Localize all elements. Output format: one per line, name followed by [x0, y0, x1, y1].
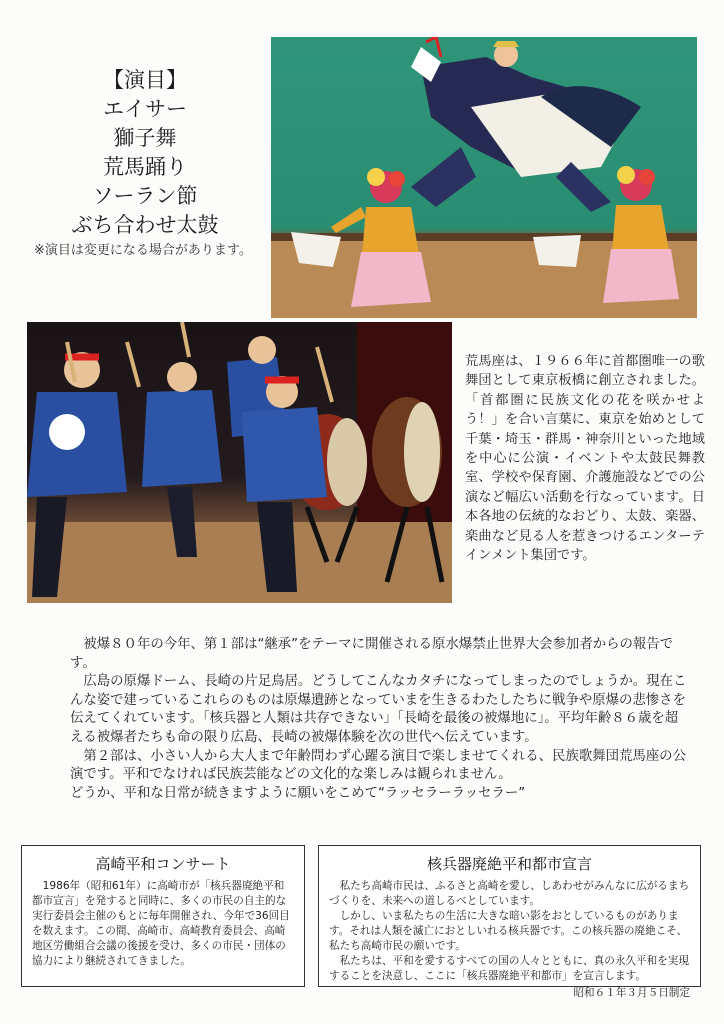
program-item-soranbushi: ソーラン節 [92, 184, 198, 208]
program-item-shishimai: 獅子舞 [113, 126, 177, 150]
araumaza-intro: 荒馬座は、１９６６年に首都圏唯一の歌舞団として東京板橋に創立されました。「首都圏に民族文化の花を咲かせよう！」を合い言葉に、東京を始めとして千葉・埼玉・群馬・神奈川といった地域を中心に公演・イベントや太鼓民舞教室、学校や保育園、介護施設などでの公演など幅広い活動を行なっています。日本各地の伝統的なおどり、太鼓、楽器、楽曲など見る人を惹きつけるエンターテインメント集団です。 [465, 354, 705, 564]
declaration-paragraph-2: しかし、いま私たちの生活に大きな暗い影をおとしているものがあります。それは人類を滅亡におとしいれる核兵器です。この核兵器の廃絶こそ、私たち高崎市民の願いです。 [329, 910, 688, 952]
declaration-box-title: 核兵器廃絶平和都市宣言 [426, 855, 592, 873]
declaration-paragraph-1: 私たち高崎市民は、ふるさと高崎を愛し、しあわせがみんなに広がるまちづくりを、未来への道しるべとしています。 [329, 880, 690, 907]
body-paragraph-2: 広島の原爆ドーム、長崎の片足鳥居。どうしてこんなカタチになってしまったのでしょうか。現在こんな姿で建っているこれらのものは原爆遺跡となっていまを生きるわたしたちに戦争や原爆の悲惨さを伝えてくれています。「核兵器と人類は共存できない」「長崎を最後の被爆地に」。平均年齢８６歳を超える被爆者たちも命の限り広島、長崎の被爆体験を次の世代へ伝えています。 [70, 674, 687, 745]
body-paragraph-1: 被爆８０年の今年、第１部は“継承”をテーマに開催される原水爆禁止世界大会参加者からの報告です。 [70, 637, 674, 671]
declaration-date: 昭和６１年３月５日制定 [573, 987, 690, 999]
program-note: ※演目は変更になる場合があります。 [34, 243, 252, 258]
taiko-photo [27, 322, 452, 603]
concert-box-paragraph: 1986年（昭和61年）に高崎市が「核兵器廃絶平和都市宣言」を発すると同時に、多くの市民の自主的な実行委員会主催のもとに毎年開催され、今年で36回目を数えます。この間、高崎市、高崎教育委員会、高崎地区労働組合会議の後援を受け、多くの市民・団体の協力により継続されてきました。 [32, 880, 290, 967]
concert-info-box [21, 845, 305, 987]
dancers-photo [271, 37, 697, 318]
program-item-eisa: エイサー [103, 97, 187, 121]
body-paragraph-4: どうか、平和な日常が続きますように願いをこめて“ラッセラーラッセラー” [70, 785, 526, 801]
concert-box-text [22, 874, 304, 969]
main-description [70, 636, 690, 803]
program-item-araumaodori: 荒馬踊り [103, 155, 187, 179]
taiko-photo-illustration [27, 322, 452, 603]
program-item-taiko: ぶち合わせ太鼓 [71, 213, 219, 237]
program-heading: 【演目】 [103, 68, 187, 92]
body-paragraph-3: 第２部は、小さい人から大人まで年齢問わず心躍る演目で楽しませてくれる、民族歌舞団荒馬座の公演です。平和でなければ民族芸能などの文化的な楽しみは観られません。 [70, 748, 686, 783]
dancers-photo-illustration [271, 37, 697, 318]
declaration-box [318, 845, 701, 999]
declaration-box-text [319, 874, 700, 984]
declaration-paragraph-3: 私たちは、平和を愛するすべての国の人々とともに、真の永久平和を実現することを決意し、ここに「核兵器廃絶平和都市」を宣言します。 [329, 955, 689, 982]
program-list [20, 66, 270, 260]
concert-box-title: 高崎平和コンサート [95, 855, 231, 873]
